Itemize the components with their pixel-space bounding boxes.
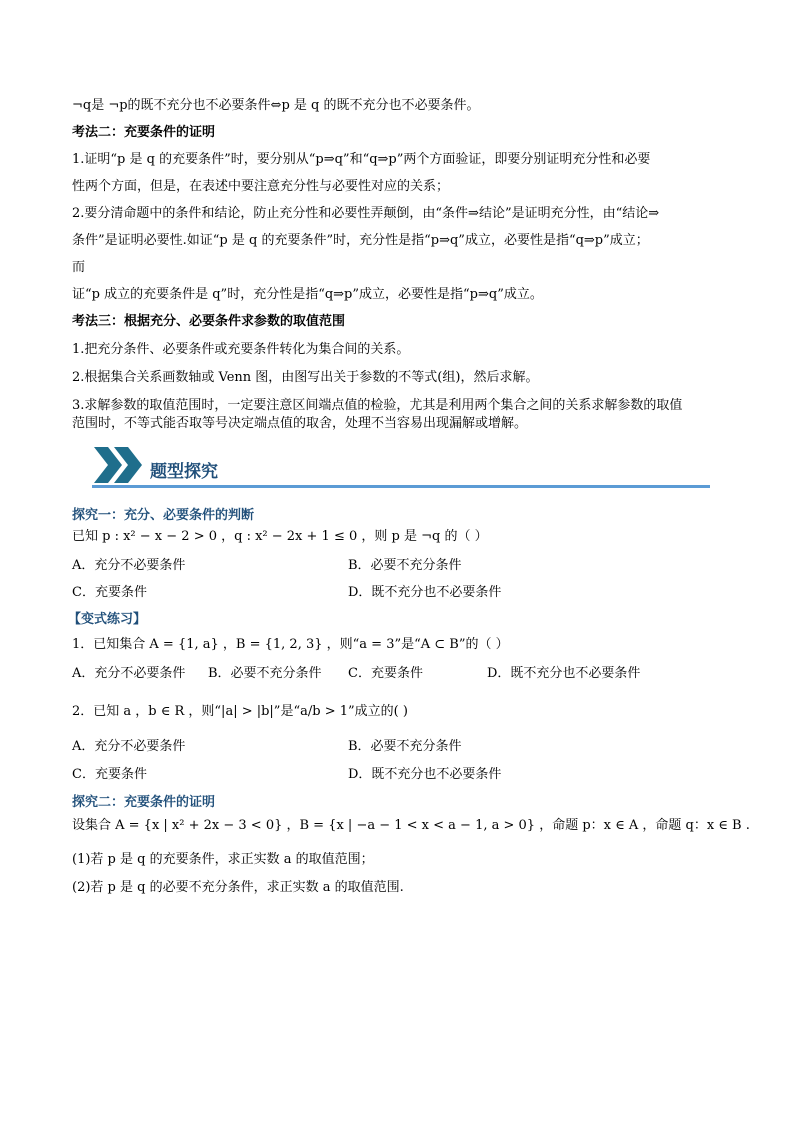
explore1-option-a: A．充分不必要条件 bbox=[72, 558, 186, 573]
banner-underline bbox=[92, 485, 710, 488]
method2-p1a: 1.证明“p 是 q 的充要条件”时，要分别从“p⇒q”和“q⇒p”两个方面验证，即要分别证明充分性和必要 bbox=[72, 152, 651, 167]
method2-p2d: 证“p 成立的充要条件是 q”时，充分性是指“q⇒p”成立，必要性是指“p⇒q”成立。 bbox=[72, 287, 543, 302]
variant-q2: 2．已知 a ，b ∈ R ，则“|a| > |b|”是“a/b > 1”成立的( ) bbox=[72, 704, 408, 719]
variant-q1-option-a: A．充分不必要条件 bbox=[72, 666, 186, 681]
banner-title: 题型探究 bbox=[150, 462, 218, 482]
variant-q1-option-b: B．必要不充分条件 bbox=[208, 666, 322, 681]
explore2-part2: (2)若 p 是 q 的必要不充分条件，求正实数 a 的取值范围. bbox=[72, 880, 404, 895]
explore2-part1: (1)若 p 是 q 的充要条件，求正实数 a 的取值范围； bbox=[72, 852, 374, 867]
method2-p1b: 性两个方面，但是，在表述中要注意充分性与必要性对应的关系； bbox=[72, 179, 450, 194]
explore1-question: 已知 p : x² − x − 2 > 0 ，q : x² − 2x + 1 ≤ 0 ，则 p 是 ¬q 的（ ） bbox=[72, 529, 488, 544]
double-chevron-icon bbox=[92, 445, 152, 485]
variant-title: 【变式练习】 bbox=[68, 612, 147, 627]
variant-q2-option-b: B．必要不充分条件 bbox=[348, 739, 462, 754]
method2-p2b: 条件”是证明必要性.如证“p 是 q 的充要条件”时，充分性是指“p⇒q”成立，必要性是指“q⇒p”成立； bbox=[72, 233, 649, 248]
method3-title: 考法三：根据充分、必要条件求参数的取值范围 bbox=[72, 314, 346, 329]
explore2-question: 设集合 A = {x | x² + 2x − 3 < 0} ，B = {x | −a − 1 < x < a − 1, a > 0} ，命题 p：x ∈ A ，命题 q：x ∈ B . bbox=[72, 818, 750, 833]
variant-q2-option-a: A．充分不必要条件 bbox=[72, 739, 186, 754]
method2-title: 考法二：充要条件的证明 bbox=[72, 125, 216, 140]
section-banner bbox=[88, 445, 710, 493]
method2-p2a: 2.要分清命题中的条件和结论，防止充分性和必要性弄颠倒，由“条件⇒结论”是证明充分性，由“结论⇒ bbox=[72, 206, 660, 221]
variant-q1-option-c: C．充要条件 bbox=[348, 666, 423, 681]
method3-p2: 2.根据集合关系画数轴或 Venn 图，由图写出关于参数的不等式(组)，然后求解。 bbox=[72, 370, 539, 385]
explore1-option-b: B．必要不充分条件 bbox=[348, 558, 462, 573]
variant-q1-option-d: D．既不充分也不必要条件 bbox=[487, 666, 641, 681]
variant-q1: 1．已知集合 A = {1, a} ，B = {1, 2, 3} ，则“a = 3”是“A ⊂ B”的（ ） bbox=[72, 637, 509, 652]
explore1-option-c: C．充要条件 bbox=[72, 585, 147, 600]
method3-p1: 1.把充分条件、必要条件或充要条件转化为集合间的关系。 bbox=[72, 342, 410, 357]
variant-q2-option-c: C．充要条件 bbox=[72, 767, 147, 782]
explore1-title: 探究一：充分、必要条件的判断 bbox=[72, 508, 255, 523]
intro-line: ¬q是 ¬p的既不充分也不必要条件⇔p 是 q 的既不充分也不必要条件。 bbox=[72, 98, 480, 113]
method2-p2c: 而 bbox=[72, 260, 86, 275]
method3-p3b: 范围时，不等式能否取等号决定端点值的取舍，处理不当容易出现漏解或增解。 bbox=[72, 416, 528, 431]
explore1-option-d: D．既不充分也不必要条件 bbox=[348, 585, 502, 600]
variant-q2-option-d: D．既不充分也不必要条件 bbox=[348, 767, 502, 782]
method3-p3a: 3.求解参数的取值范围时，一定要注意区间端点值的检验，尤其是利用两个集合之间的关系求解参数的取值 bbox=[72, 398, 683, 413]
explore2-title: 探究二：充要条件的证明 bbox=[72, 795, 216, 810]
